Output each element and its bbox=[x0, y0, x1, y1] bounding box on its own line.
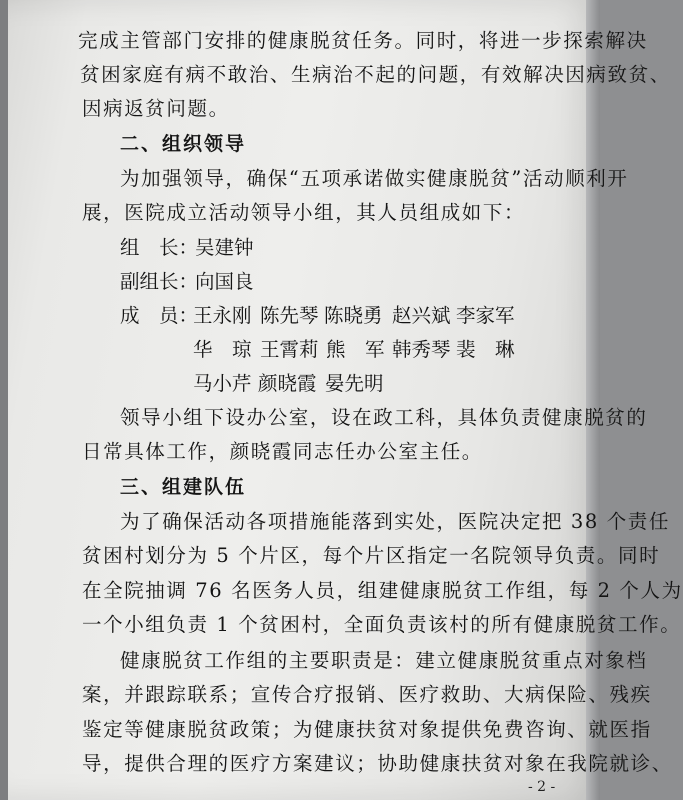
section-heading-2: 二、组织领导 bbox=[120, 133, 247, 155]
background-edge-left bbox=[0, 0, 8, 800]
member-name: 陈先琴 bbox=[260, 304, 319, 327]
paragraph-1-line-2: 贫困家庭有病不敢治、生病治不起的问题，有效解决因病致贫、 bbox=[80, 63, 671, 86]
paragraph-1-line-3: 因病返贫问题。 bbox=[82, 97, 230, 120]
paragraph-4-line-4: 一个小组负责 1 个贫困村，全面负责该村的所有健康脱贫工作。 bbox=[82, 613, 682, 636]
paragraph-4-line-2: 贫困村划分为 5 个片区，每个片区指定一名院领导负责。同时 bbox=[82, 544, 661, 567]
deputy-name: 向国良 bbox=[195, 270, 254, 293]
paragraph-2-line-1: 为加强领导，确保“五项承诺做实健康脱贫”活动顺利开 bbox=[120, 167, 629, 190]
member-name: 陈晓勇 bbox=[324, 304, 383, 327]
member-name: 熊 军 bbox=[326, 338, 385, 361]
member-name: 王永刚 bbox=[193, 304, 252, 327]
paragraph-5-line-1: 健康脱贫工作组的主要职责是：建立健康脱贫重点对象档 bbox=[120, 649, 648, 672]
paragraph-3-line-1: 领导小组下设办公室，设在政工科，具体负责健康脱贫的 bbox=[120, 406, 648, 429]
leader-label: 组 长： bbox=[120, 236, 199, 259]
deputy-label: 副组长： bbox=[120, 270, 199, 293]
section-heading-3: 三、组建队伍 bbox=[120, 476, 247, 498]
paragraph-4-line-1: 为了确保活动各项措施能落到实处，医院决定把 38 个责任 bbox=[120, 510, 671, 533]
member-name: 颜晓霞 bbox=[258, 372, 317, 395]
member-name: 王霄莉 bbox=[260, 338, 319, 361]
member-name: 华 琼 bbox=[193, 338, 252, 361]
paragraph-4-line-3: 在全院抽调 76 名医务人员，组建健康脱贫工作组，每 2 个人为 bbox=[82, 579, 683, 602]
paragraph-3-line-2: 日常具体工作，颜晓霞同志任办公室主任。 bbox=[82, 440, 483, 463]
member-name: 裴 琳 bbox=[456, 338, 515, 361]
paragraph-5-line-2: 案，并跟踪联系；宣传合疗报销、医疗救助、大病保险、残疾 bbox=[82, 683, 652, 706]
page-number: - 2 - bbox=[528, 779, 556, 795]
member-name: 晏先明 bbox=[325, 372, 384, 395]
members-label: 成 员： bbox=[120, 304, 199, 327]
member-name: 赵兴斌 bbox=[392, 304, 451, 327]
member-name: 马小芹 bbox=[193, 372, 252, 395]
leader-name: 吴建钟 bbox=[195, 236, 254, 259]
paragraph-5-line-3: 鉴定等健康脱贫政策；为健康扶贫对象提供免费咨询、就医指 bbox=[82, 718, 652, 741]
paragraph-5-line-4: 导，提供合理的医疗方案建议；协助健康扶贫对象在我院就诊、 bbox=[82, 752, 673, 775]
paragraph-2-line-2: 展，医院成立活动领导小组，其人员组成如下： bbox=[82, 201, 526, 224]
background-edge-right bbox=[586, 0, 600, 800]
paragraph-1-line-1: 完成主管部门安排的健康脱贫任务。同时，将进一步探索解决 bbox=[78, 29, 648, 52]
member-name: 李家军 bbox=[456, 304, 515, 327]
member-name: 韩秀琴 bbox=[392, 338, 451, 361]
